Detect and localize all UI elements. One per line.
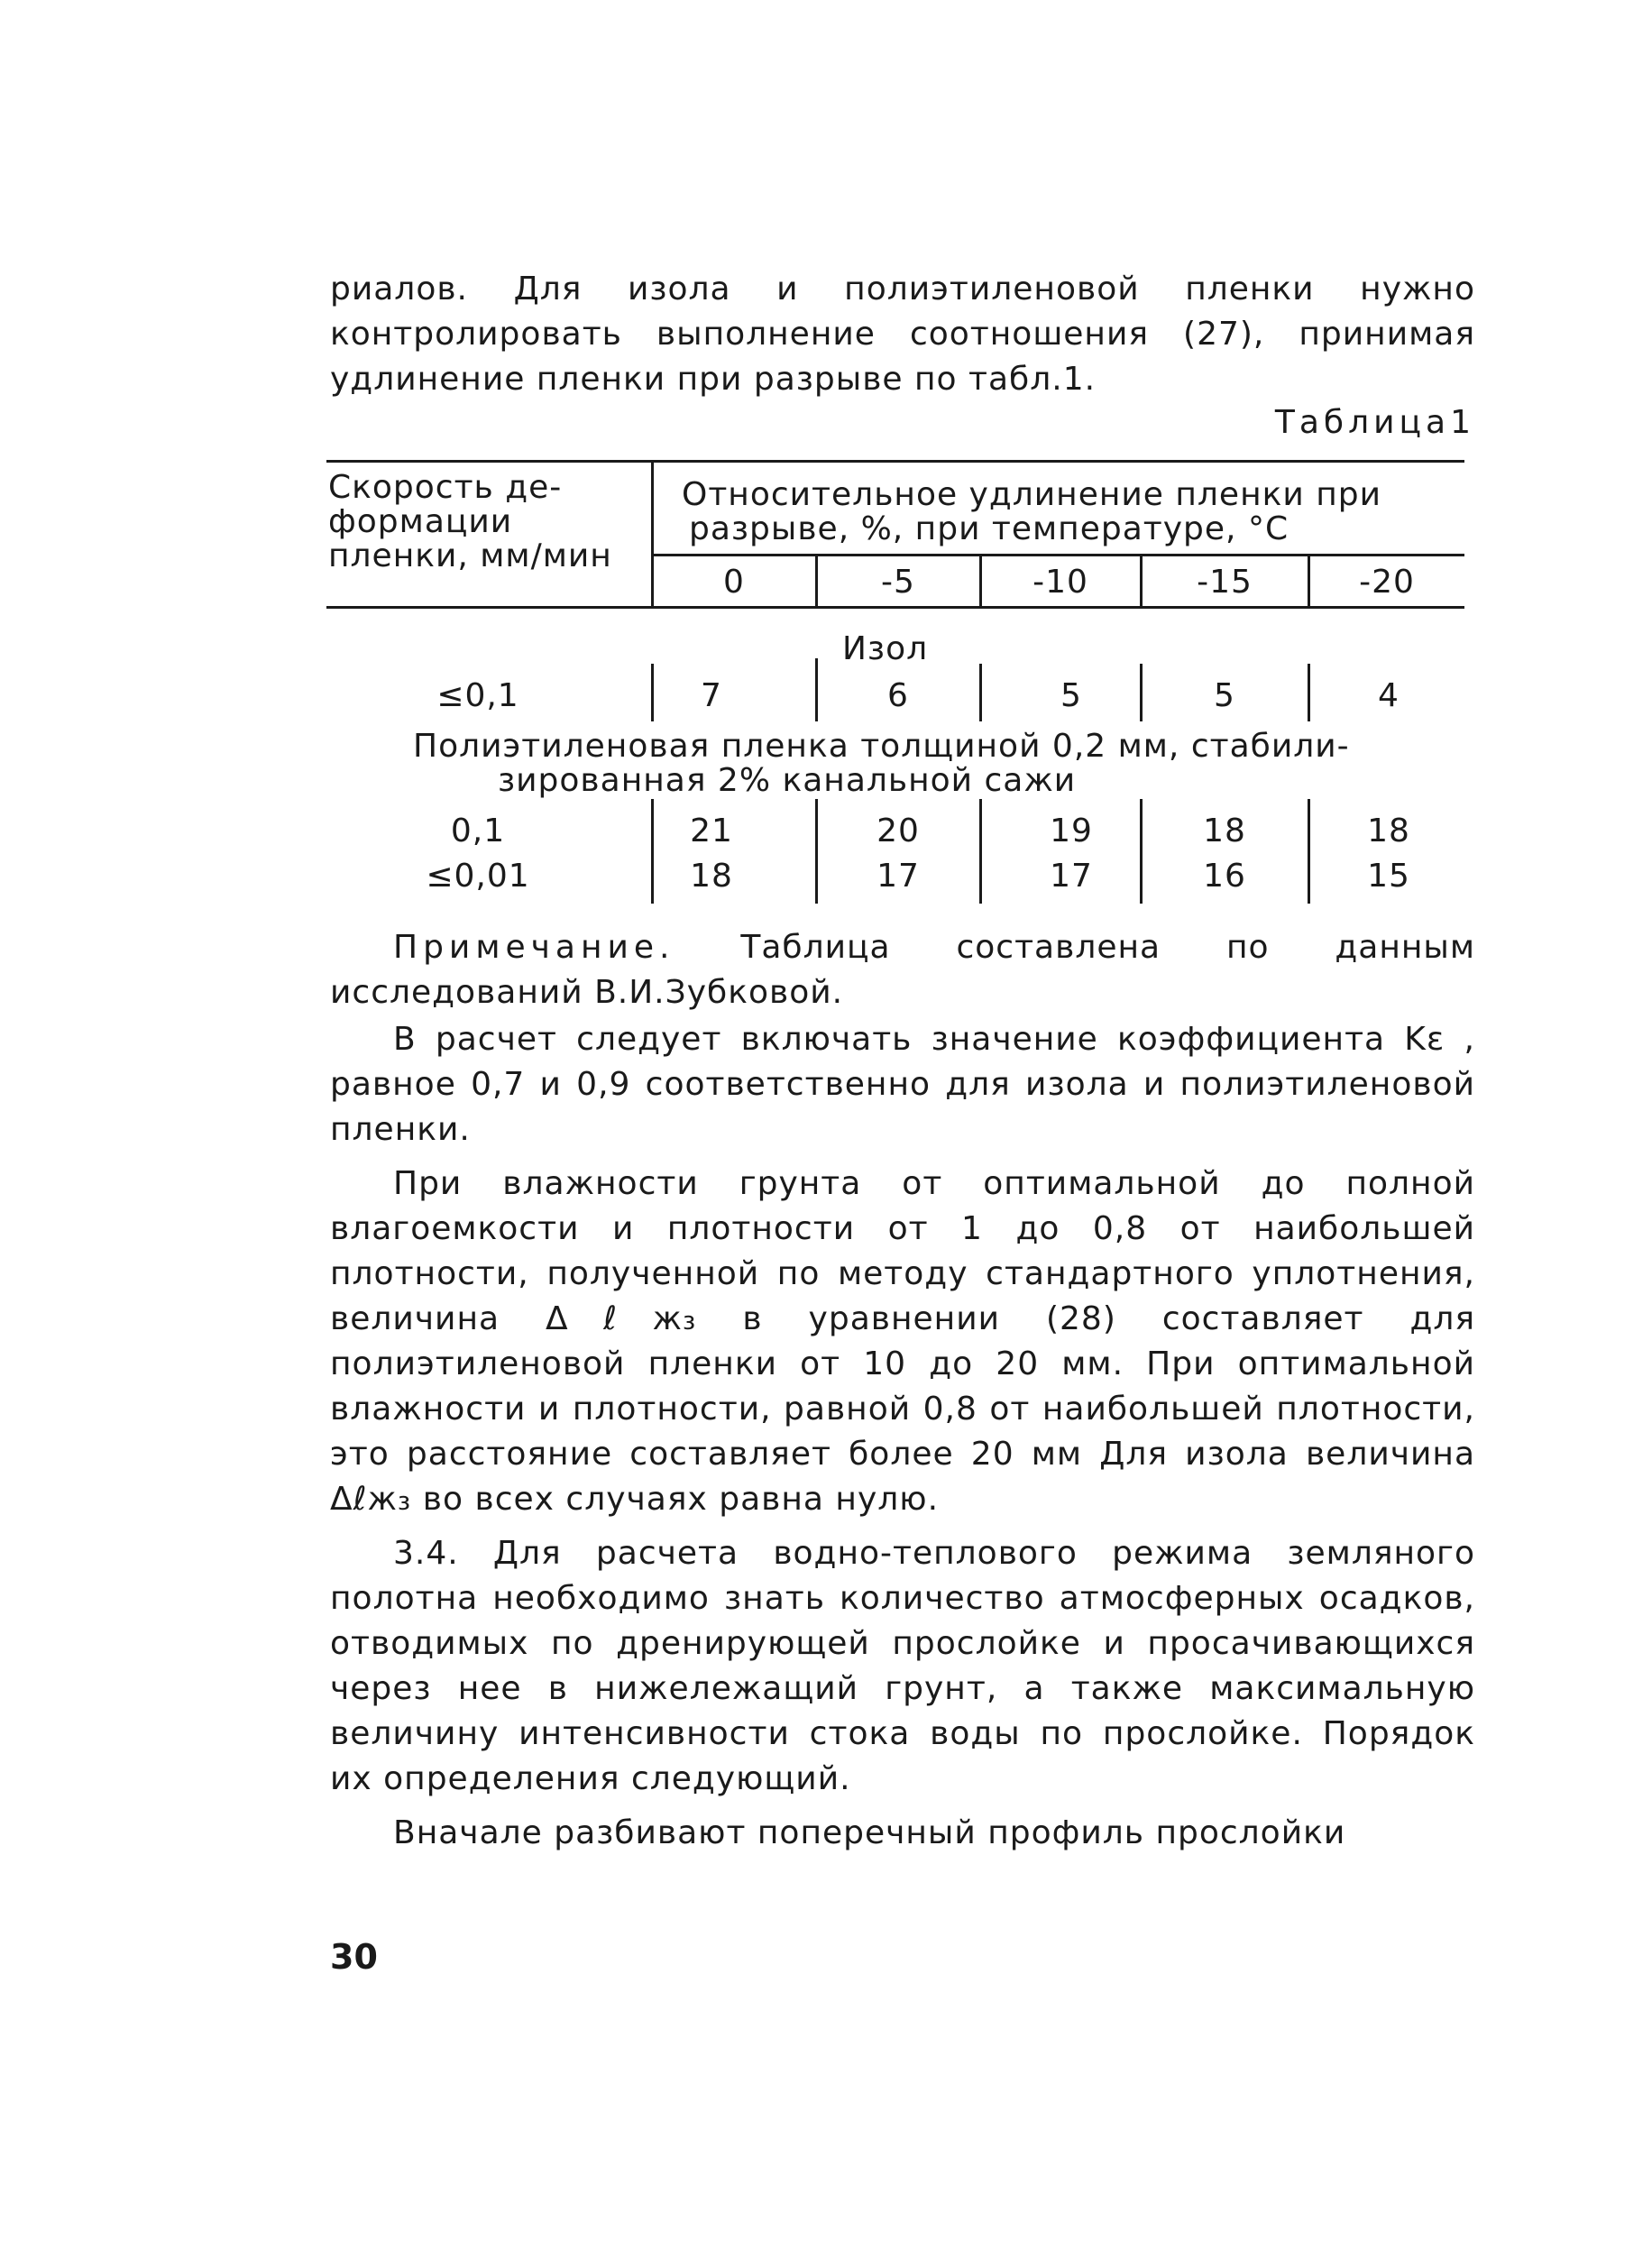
body-block [330,1017,1475,1856]
table-value-cell: 16 [1203,858,1246,895]
table-section-title: Изол [842,630,929,667]
table-section-title-line1: Полиэтиленовая пленка толщиной 0,2 мм, стабили- [413,728,1350,765]
paragraph-moisture: При влажности грунта от оптимальной до полной влагоемкости и плотности от 1 до 0,8 от наибольшей плотности, полученной по методу стандартного уплотнения, величина Δℓж₃ в уравнении (28) составляет для полиэтиленовой пленки от 10 до 20 мм. При оптимальной влажности и плотности, равной 0,8 от наибольшей плотности, это расстояние составляет более 20 мм Для изола величина Δℓж₃ во всех случаях равна нулю. [330,1165,1475,1518]
table-temp-header: -20 [1359,564,1415,601]
paragraph-section-3-4: 3.4. Для расчета водно-теплового режима земляного полотна необходимо знать количество атмосферных осадков, отводимых по дренирующей прослойке и просачивающихся через нее в нижележащий грунт, а также максимальную величину интенсивности стока воды по прослойке. Порядок их определения следующий. [330,1535,1475,1797]
note-block [330,925,1475,1015]
table-rowhead-line2: формации [328,503,513,540]
table-col-divider [651,799,654,904]
table-rate-cell: ≤0,01 [426,858,530,895]
table-value-cell: 17 [1050,858,1093,895]
table-col-divider [1308,799,1310,904]
table-caption: Таблица1 [1274,404,1475,441]
table-value-cell: 5 [1060,677,1082,714]
paragraph-coefficient: В расчет следует включать значение коэффициента Kε , равное 0,7 и 0,9 соответственно для изола и полиэтиленовой пленки. [330,1021,1475,1148]
table-temp-header: 0 [723,564,745,601]
table-temp-header: -15 [1197,564,1253,601]
page-number: 30 [330,1937,378,1977]
paragraph-profile: Вначале разбивают поперечный профиль прослойки [393,1814,1346,1851]
table-rowhead-line3: пленки, мм/мин [328,537,612,574]
table-rowhead-line1: Скорость де- [328,469,563,506]
table-colgroup-rule [651,554,1464,556]
table-header-bottom-rule [326,606,1464,609]
table-col-divider [815,799,818,904]
table-value-cell: 6 [887,677,909,714]
table-col-divider [1140,799,1143,904]
table-note [330,925,1475,1015]
table-section-title-line2: зированная 2% канальной сажи [498,762,1077,799]
table-temp-header: -5 [881,564,915,601]
table-value-cell: 19 [1050,813,1093,849]
table-temp-header: -10 [1032,564,1088,601]
table-value-cell: 4 [1378,677,1400,714]
table-value-cell: 5 [1214,677,1235,714]
table-col-divider [979,799,982,904]
table-rate-cell: 0,1 [450,813,506,849]
note-label: Примечание. [393,929,675,966]
table-colgroup-line2: разрыве, %, при температуре, °С [689,510,1289,547]
intro-block [330,267,1475,402]
intro-paragraph: риалов. Для изола и полиэтиленовой пленки нужно контролировать выполнение соотношения (27), принимая удлинение пленки при разрыве по табл.1. [330,271,1475,398]
note-text: Таблица составлена по данным исследований В.И.Зубковой. [330,929,1475,1011]
table-rate-cell: ≤0,1 [436,677,519,714]
table-value-cell: 21 [690,813,733,849]
table-value-cell: 18 [1367,813,1410,849]
table-colgroup-line1: Относительное удлинение пленки при [682,476,1381,513]
table-value-cell: 18 [690,858,733,895]
table-value-cell: 18 [1203,813,1246,849]
table-value-cell: 20 [876,813,920,849]
table-value-cell: 15 [1367,858,1410,895]
table-top-rule [326,460,1464,463]
table-value-cell: 17 [876,858,920,895]
table-value-cell: 7 [701,677,722,714]
